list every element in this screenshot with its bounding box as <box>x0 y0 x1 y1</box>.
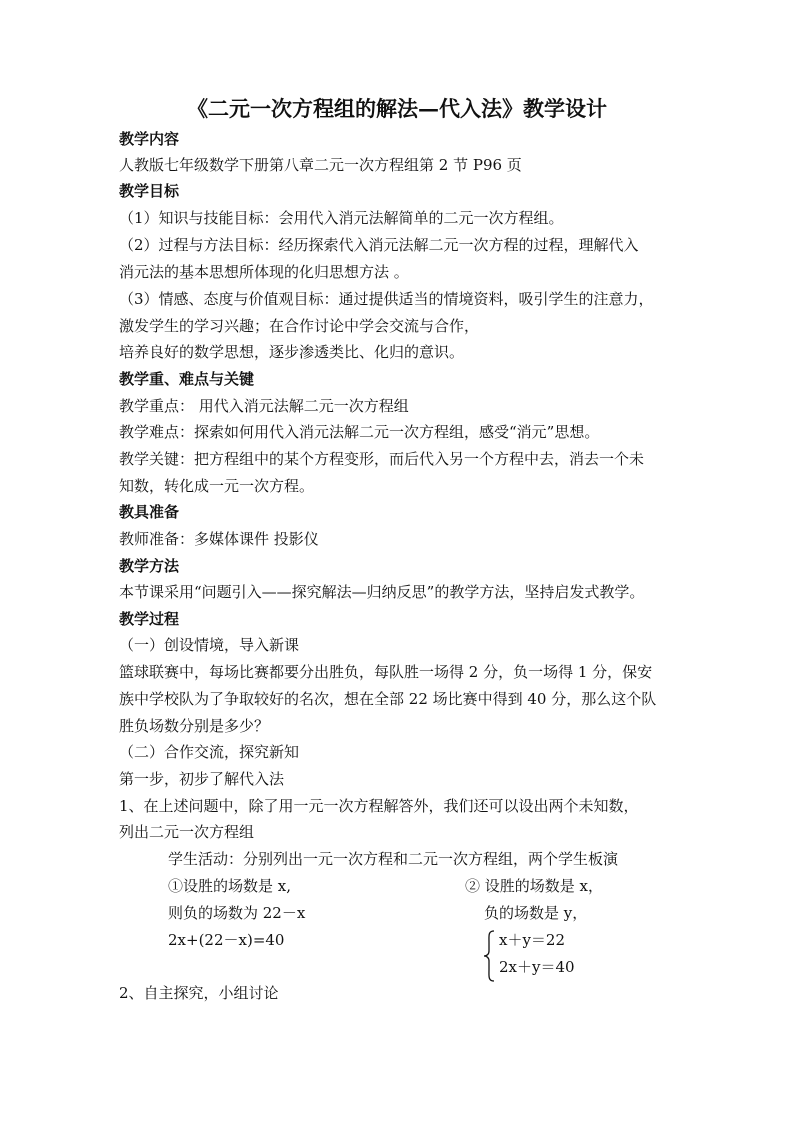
problem-line-2: 族中学校队为了争取较好的名次，想在全部 22 场比赛中得到 40 分，那么这个队 <box>119 690 657 708</box>
tools-text: 教师准备：多媒体课件 投影仪 <box>119 530 319 548</box>
section-heading-tools: 教具准备 <box>119 503 180 521</box>
left-solution-line-1: ①设胜的场数是 x, <box>168 877 291 895</box>
objective-3-line-3: 培养良好的数学思想，逐步渗透类比、化归的意识。 <box>119 343 465 361</box>
teaching-key-line-2: 知数，转化成一元一次方程。 <box>119 477 315 495</box>
section-heading-key-points: 教学重、难点与关键 <box>119 370 255 388</box>
student-activity: 学生活动：分别列出一元一次方程和二元一次方程组，两个学生板演 <box>168 850 619 868</box>
process-part-1: （一）创设情境，导入新课 <box>119 636 300 654</box>
page-title: 《二元一次方程组的解法—代入法》教学设计 <box>187 96 607 121</box>
left-solution-line-2: 则负的场数为 22－x <box>168 904 306 922</box>
right-solution-line-2: 负的场数是 y， <box>484 904 588 922</box>
objective-3-line-2: 激发学生的学习兴趣；在合作讨论中学会交流与合作， <box>119 317 480 335</box>
equation-system-brace <box>482 930 496 982</box>
section-heading-method: 教学方法 <box>119 557 180 575</box>
step-1: 第一步，初步了解代入法 <box>119 770 285 788</box>
question-1-line-1: 1、在上述问题中，除了用一元一次方程解答外，我们还可以设出两个未知数， <box>119 797 639 815</box>
right-solution-line-1: ② 设胜的场数是 x， <box>465 877 603 895</box>
teaching-focus: 教学重点： 用代入消元法解二元一次方程组 <box>119 397 409 415</box>
teaching-key-line-1: 教学关键：把方程组中的某个方程变形，而后代入另一个方程中去，消去一个未 <box>119 450 645 468</box>
system-equation-1: x＋y＝22 <box>499 931 566 949</box>
section-heading-process: 教学过程 <box>119 610 180 628</box>
section-heading-objectives: 教学目标 <box>119 182 180 200</box>
method-text: 本节课采用“问题引入——探究解法—归纳反思”的教学方法，坚持启发式教学。 <box>119 583 645 601</box>
process-part-2: （二）合作交流，探究新知 <box>119 743 300 761</box>
section-heading-content: 教学内容 <box>119 130 180 148</box>
question-2: 2、自主探究，小组讨论 <box>119 984 279 1002</box>
content-text: 人教版七年级数学下册第八章二元一次方程组第 2 节 P96 页 <box>119 156 522 174</box>
objective-3-line-1: （3）情感、态度与价值观目标：通过提供适当的情境资料，吸引学生的注意力， <box>119 290 654 308</box>
objective-2-line-2: 消元法的基本思想所体现的化归思想方法 。 <box>119 263 409 281</box>
objective-2-line-1: （2）过程与方法目标：经历探索代入消元法解二元一次方程的过程，理解代入 <box>119 236 639 254</box>
problem-line-3: 胜负场数分别是多少？ <box>119 717 270 735</box>
left-equation: 2x+(22－x)=40 <box>168 931 285 949</box>
system-equation-2: 2x＋y＝40 <box>499 958 575 976</box>
teaching-difficulty: 教学难点：探索如何用代入消元法解二元一次方程组，感受“消元”思想。 <box>119 423 600 441</box>
problem-line-1: 篮球联赛中，每场比赛都要分出胜负，每队胜一场得 2 分，负一场得 1 分，保安 <box>119 663 653 681</box>
question-1-line-2: 列出二元一次方程组 <box>119 823 255 841</box>
objective-1: （1）知识与技能目标：会用代入消元法解简单的二元一次方程组。 <box>119 209 564 227</box>
